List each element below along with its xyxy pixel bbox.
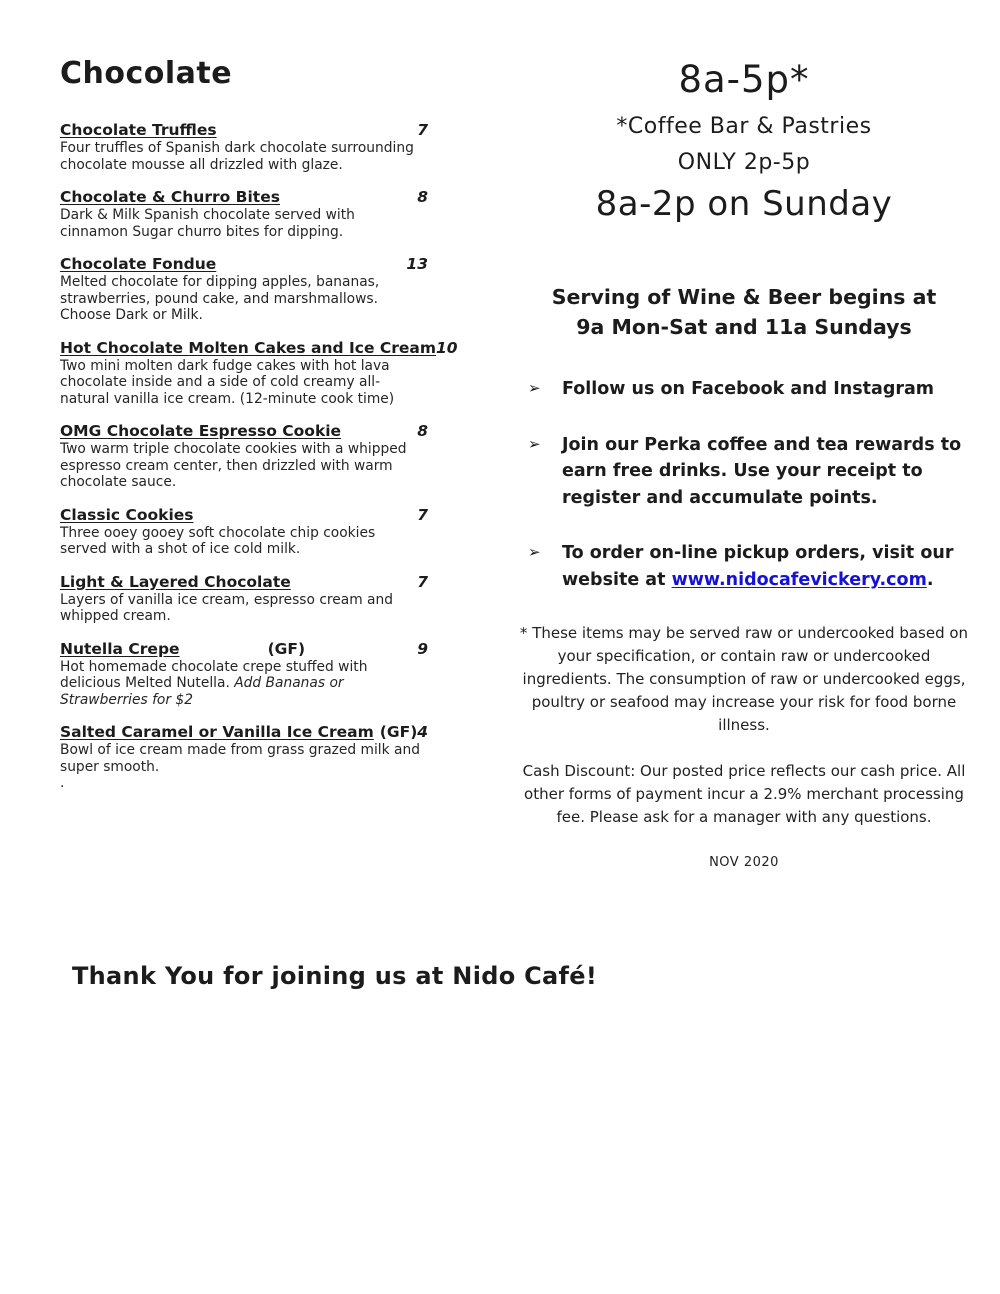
item-description: Dark & Milk Spanish chocolate served with cinnamon Sugar churro bites for dipping.	[60, 207, 355, 240]
hours-coffee-bar: *Coffee Bar & Pastries	[616, 114, 872, 139]
item-name: Salted Caramel or Vanilla Ice Cream	[60, 723, 374, 741]
raw-food-disclaimer: * These items may be served raw or undercooked based on your specification, or contain raw or undercooked ingredients. The consumption of raw or undercooked eggs, poultry or seafood may increase your risk for food borne illness.	[519, 624, 969, 734]
item-description: Bowl of ice cream made from grass grazed milk and super smooth.	[60, 742, 420, 775]
item-description-addon: Add Bananas or Strawberries for $2	[60, 675, 344, 708]
item-header	[60, 573, 428, 591]
item-name: Hot Chocolate Molten Cakes and Ice Cream	[60, 338, 437, 357]
arrow-bullet-icon: ➢	[528, 543, 541, 561]
gluten-free-tag: (GF)	[267, 639, 306, 658]
item-header	[60, 338, 458, 357]
item-header	[60, 723, 428, 741]
item-price: 10	[436, 338, 458, 357]
item-description: Layers of vanilla ice cream, espresso cream and whipped cream.	[60, 591, 394, 624]
item-name: Light & Layered Chocolate	[60, 572, 291, 591]
menu-item-classic-cookies	[60, 506, 428, 558]
bullet-text-before-link: To order on-line pickup orders, visit our website at	[562, 543, 954, 590]
item-name: Classic Cookies	[60, 505, 194, 524]
item-header	[60, 422, 428, 440]
item-description: Two warm triple chocolate cookies with a whipped espresso cream center, then drizzled with warm chocolate sauce.	[60, 441, 407, 490]
menu-item-chocolate-truffles	[60, 121, 428, 173]
menu-item-chocolate-fondue	[60, 255, 428, 324]
item-name: OMG Chocolate Espresso Cookie	[60, 422, 342, 440]
info-section	[518, 58, 970, 870]
bullet-social	[518, 376, 970, 403]
bullet-online-orders	[518, 540, 970, 593]
item-header	[60, 188, 428, 206]
menu-item-light-layered	[60, 573, 428, 625]
item-name: Chocolate Truffles	[60, 121, 217, 139]
item-price: 8	[417, 422, 428, 440]
wine-beer-notice	[518, 282, 970, 342]
item-price: 7	[417, 572, 428, 591]
menu-item-nutella-crepe	[60, 640, 428, 709]
menu-item-espresso-cookie	[60, 422, 428, 491]
item-price: 8	[417, 188, 428, 206]
item-description: Melted chocolate for dipping apples, bananas, strawberries, pound cake, and marshmallows. Choose Dark or Milk.	[60, 274, 380, 323]
arrow-bullet-icon: ➢	[528, 434, 541, 453]
info-bullets	[518, 376, 970, 593]
menu-item-molten-cakes	[60, 338, 458, 408]
item-description-text: Hot homemade chocolate crepe stuffed with delicious Melted Nutella.	[60, 658, 368, 691]
item-header	[60, 640, 428, 658]
menu-revision-date: NOV 2020	[709, 855, 779, 870]
hours-only-window: ONLY 2p-5p	[677, 150, 811, 175]
gluten-free-tag: (GF)	[379, 723, 418, 741]
item-header	[60, 506, 428, 524]
hours-sunday: 8a-2p on Sunday	[595, 184, 893, 224]
item-name: Chocolate Fondue	[60, 255, 217, 273]
menu-item-salted-caramel	[60, 723, 428, 791]
arrow-bullet-icon: ➢	[528, 379, 541, 397]
stray-period: .	[60, 775, 65, 791]
item-price: 13	[406, 255, 428, 273]
bullet-rewards	[518, 432, 970, 512]
item-name: Chocolate & Churro Bites	[60, 188, 280, 206]
website-link[interactable]: www.nidocafevickery.com	[671, 569, 927, 590]
item-price: 9	[417, 639, 428, 658]
item-header	[60, 121, 428, 139]
item-description: Four truffles of Spanish dark chocolate surrounding chocolate mousse all drizzled with glaze.	[60, 140, 414, 173]
wine-beer-line1: Serving of Wine & Beer begins at	[551, 285, 937, 309]
section-title: Chocolate	[60, 56, 233, 91]
item-name: Nutella Crepe	[60, 639, 180, 658]
bullet-text: Join our Perka coffee and tea rewards to earn free drinks. Use your receipt to register and accumulate points.	[562, 434, 962, 508]
item-description: Two mini molten dark fudge cakes with hot lava chocolate inside and a side of cold creamy all-natural vanilla ice cream. (12-minute cook time)	[60, 357, 395, 407]
item-price: 4	[417, 723, 429, 741]
item-description	[60, 659, 422, 709]
bullet-text: Follow us on Facebook and Instagram	[562, 379, 935, 399]
menu-item-churro-bites	[60, 188, 428, 240]
wine-beer-line2: 9a Mon-Sat and 11a Sundays	[576, 315, 912, 339]
bullet-text	[562, 540, 970, 593]
item-price: 7	[417, 505, 428, 524]
thank-you-message: Thank You for joining us at Nido Café!	[72, 962, 598, 990]
bullet-text-after-link: .	[926, 569, 934, 590]
item-header	[60, 255, 428, 273]
item-price: 7	[417, 121, 428, 139]
item-description: Three ooey gooey soft chocolate chip cookies served with a shot of ice cold milk.	[60, 524, 376, 557]
chocolate-section	[60, 56, 458, 806]
hours-weekday: 8a-5p*	[678, 58, 810, 101]
cash-discount-note: Cash Discount: Our posted price reflects our cash price. All other forms of payment incur a 2.9% merchant processing fee. Please ask for a manager with any questions.	[522, 762, 966, 826]
